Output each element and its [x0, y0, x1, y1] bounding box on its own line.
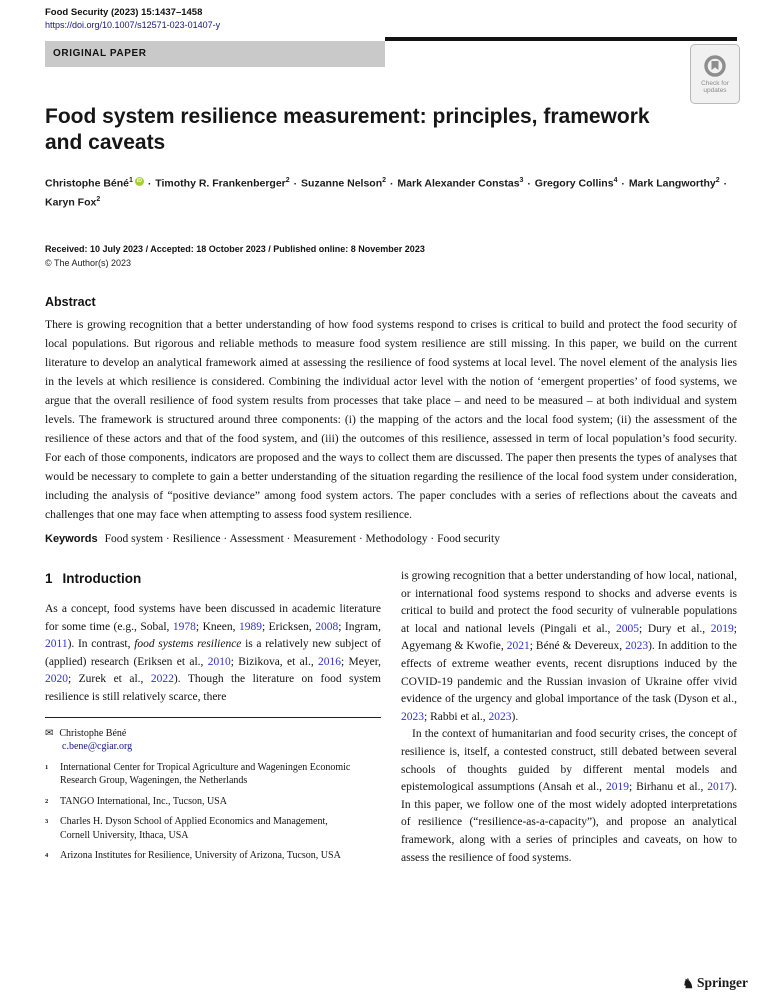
received-accepted-line: Received: 10 July 2023 / Accepted: 18 October 2023 / Published online: 8 November 2023: [45, 244, 425, 254]
article-type-row: [45, 37, 737, 68]
author-separator: ·: [387, 177, 397, 190]
check-for-updates-button[interactable]: [690, 44, 740, 104]
article-dates: [45, 243, 737, 270]
author-separator: ·: [290, 177, 301, 190]
springer-wordmark: Springer: [696, 975, 748, 990]
section-number: 1: [45, 571, 53, 586]
affiliation-text: Charles H. Dyson School of Applied Economics and Management, Cornell University, Ithaca, USA: [60, 816, 328, 841]
author-name: Timothy R. Frankenberger: [155, 177, 286, 190]
citation-link[interactable]: 1989: [238, 620, 262, 633]
keywords-text: Food system · Resilience · Assessment · Measurement · Methodology · Food security: [104, 533, 500, 545]
correspondence-email[interactable]: c.bene@cgiar.org: [62, 741, 133, 753]
citation-link[interactable]: 2011: [45, 638, 68, 651]
check-badge-label: Check for updates: [701, 80, 729, 94]
footnote-block: [45, 717, 381, 863]
affiliation-text: International Center for Tropical Agriculture and Wageningen Economic Research Group, Wageningen, the Netherlands: [60, 761, 351, 787]
page-title: [45, 104, 737, 156]
orcid-icon[interactable]: iD: [136, 178, 142, 184]
citation-link[interactable]: 2008: [315, 620, 339, 633]
envelope-icon: ✉: [45, 727, 54, 739]
author-name: Gregory Collins: [534, 177, 614, 190]
section-title: Introduction: [62, 571, 142, 586]
citation-link[interactable]: 2023: [488, 710, 512, 723]
section-heading-introduction: [45, 571, 381, 586]
citation-link[interactable]: 2020: [45, 673, 68, 686]
author-affiliation-sup: 2: [715, 177, 720, 184]
doi-link[interactable]: https://doi.org/10.1007/s12571-023-01407-y: [45, 20, 221, 30]
left-column: [45, 568, 381, 867]
abstract-text: There is growing recognition that a better understanding of how food systems respond to crises is critical to build and protect the food security of local populations. But rigorous and reliable methods to measure food system resilience are still missing. In this paper, we build on the current literature to develop an analytical framework aimed at assessing the resilience of food systems at local level. The novel element of the analysis lies in the levels at which resilience is considered. Combining the individual actor level with the notion of ‘emergent properties’ of food systems, we argue that the overall resilience of food system results from processes that take place – and need to be measured – at both individual and system levels. The framework is structured around three components: (i) the mapping of the actors and the local food system; (ii) the assessment of the resilience of these actors and that of the food system, and (iii) the outcomes of this resilience, assessed in term of local population’s food security. For each of those components, indicators are proposed and the ways to collect them are discussed. The paper then presents the types of analyses that would be necessary to complete to gain a better understanding of the situation regarding the resilience of the local food system under consideration, including the analysis of “positive deviance” among food system actors. The paper concludes with a series of reflections about the caveats and challenges that one may face when attempting to assess food system resilience.: [45, 318, 737, 521]
author-name: Christophe Béné: [45, 177, 130, 190]
author-name: Karyn Fox: [45, 196, 97, 208]
citation-link[interactable]: 1978: [172, 620, 196, 633]
citation-link[interactable]: 2017: [707, 781, 731, 794]
intro-paragraph-left: As a concept, food systems have been discussed in academic literature for some time (e.g., Sobal, 1978; Kneen, 1989; Ericksen, 2008; Ingram, 2011). In contrast, food systems resilience is a relatively new subject of (applied) research (Eriksen et al., 2010; Bizikova, et al., 2016; Meyer, 2020; Zurek et al., 2022). Though the literature on food system resilience is still relatively scarce, there: [45, 603, 381, 703]
author-affiliation-sup: 2: [382, 177, 387, 184]
header-rule: [385, 37, 737, 41]
affiliation-number: 4: [45, 852, 49, 860]
citation-link[interactable]: 2021: [506, 640, 530, 653]
title-line-1: Food system resilience measurement: principles, framework: [45, 105, 650, 128]
citation-link[interactable]: 2019: [605, 781, 629, 794]
citation-link[interactable]: 2023: [625, 640, 649, 653]
citation-link[interactable]: 2010: [207, 655, 231, 668]
keywords-line: [45, 533, 737, 545]
author-list: [45, 173, 737, 210]
right-column: [401, 568, 737, 867]
citation-link[interactable]: 2016: [318, 655, 342, 668]
author-name: Suzanne Nelson: [301, 177, 383, 190]
affiliation-text: TANGO International, Inc., Tucson, USA: [60, 795, 227, 807]
author-name: Mark Langworthy: [628, 177, 716, 190]
author-affiliation-sup: 1: [129, 177, 133, 184]
keywords-label: Keywords: [45, 533, 98, 545]
affiliation-item: [45, 849, 381, 863]
author-separator: ·: [720, 177, 728, 190]
affiliation-number: 1: [45, 763, 49, 771]
correspondence: [45, 727, 381, 754]
correspondence-name: Christophe Béné: [59, 727, 127, 739]
author-affiliation-sup: 3: [519, 177, 524, 184]
title-line-2: and caveats: [45, 131, 166, 154]
affiliation-item: [45, 815, 381, 842]
affiliation-text: Arizona Institutes for Resilience, University of Arizona, Tucson, USA: [60, 850, 341, 862]
intro-paragraph-right-2: In the context of humanitarian and food security crises, the concept of resilience is, itself, a contested construct, still debated between several schools of thoughts guided by different mental models and epistemological assumptions (Ansah et al., 2019; Birhanu et al., 2017). In this paper, we follow one of the most widely adopted interpretations of resilience (“resilience-as-a-capacity”), and propose an analytical framework, along with a series of principles and caveats, on how to assess the resilience of food systems.: [401, 728, 737, 864]
author-separator: ·: [618, 177, 628, 190]
citation-link[interactable]: 2019: [710, 622, 734, 635]
body-columns: [45, 568, 737, 867]
author-separator: ·: [524, 177, 534, 190]
author-affiliation-sup: 2: [96, 195, 101, 203]
abstract-heading: Abstract: [45, 295, 96, 309]
intro-paragraph-right-1: is growing recognition that a better understanding of how local, national, or international food systems respond to shocks and adverse events is critical to build and protect the food security of vulnerable populations at local and national levels (Pingali et al., 2005; Dury et al., 2019; Agyemang & Kwofie, 2021; Béné & Devereux, 2023). In addition to the effects of extreme weather events, recent disruptions induced by the COVID-19 pandemic and the Russian invasion of Ukraine offer vivid evidence of the urgency and global importance of the task (Dyson et al., 2023; Rabbi et al., 2023).: [401, 570, 737, 723]
citation-link[interactable]: 2005: [616, 622, 640, 635]
citation-link[interactable]: 2022: [150, 673, 174, 686]
springer-logo: [682, 975, 748, 991]
crossmark-icon: [702, 54, 728, 78]
author-affiliation-sup: 4: [613, 177, 618, 184]
journal-citation: Food Security (2023) 15:1437–1458: [45, 7, 203, 18]
affiliation-item: [45, 761, 381, 788]
springer-knight-icon: ♞: [682, 975, 694, 991]
copyright-line: © The Author(s) 2023: [45, 257, 132, 268]
affiliation-number: 3: [45, 818, 49, 826]
affiliation-item: [45, 795, 381, 809]
affiliation-number: 2: [45, 797, 49, 805]
author-separator: ·: [144, 177, 155, 190]
author-affiliation-sup: 2: [285, 177, 290, 184]
citation-link[interactable]: 2023: [401, 710, 424, 723]
article-type-badge: ORIGINAL PAPER: [45, 41, 385, 67]
author-name: Mark Alexander Constas: [397, 177, 520, 190]
